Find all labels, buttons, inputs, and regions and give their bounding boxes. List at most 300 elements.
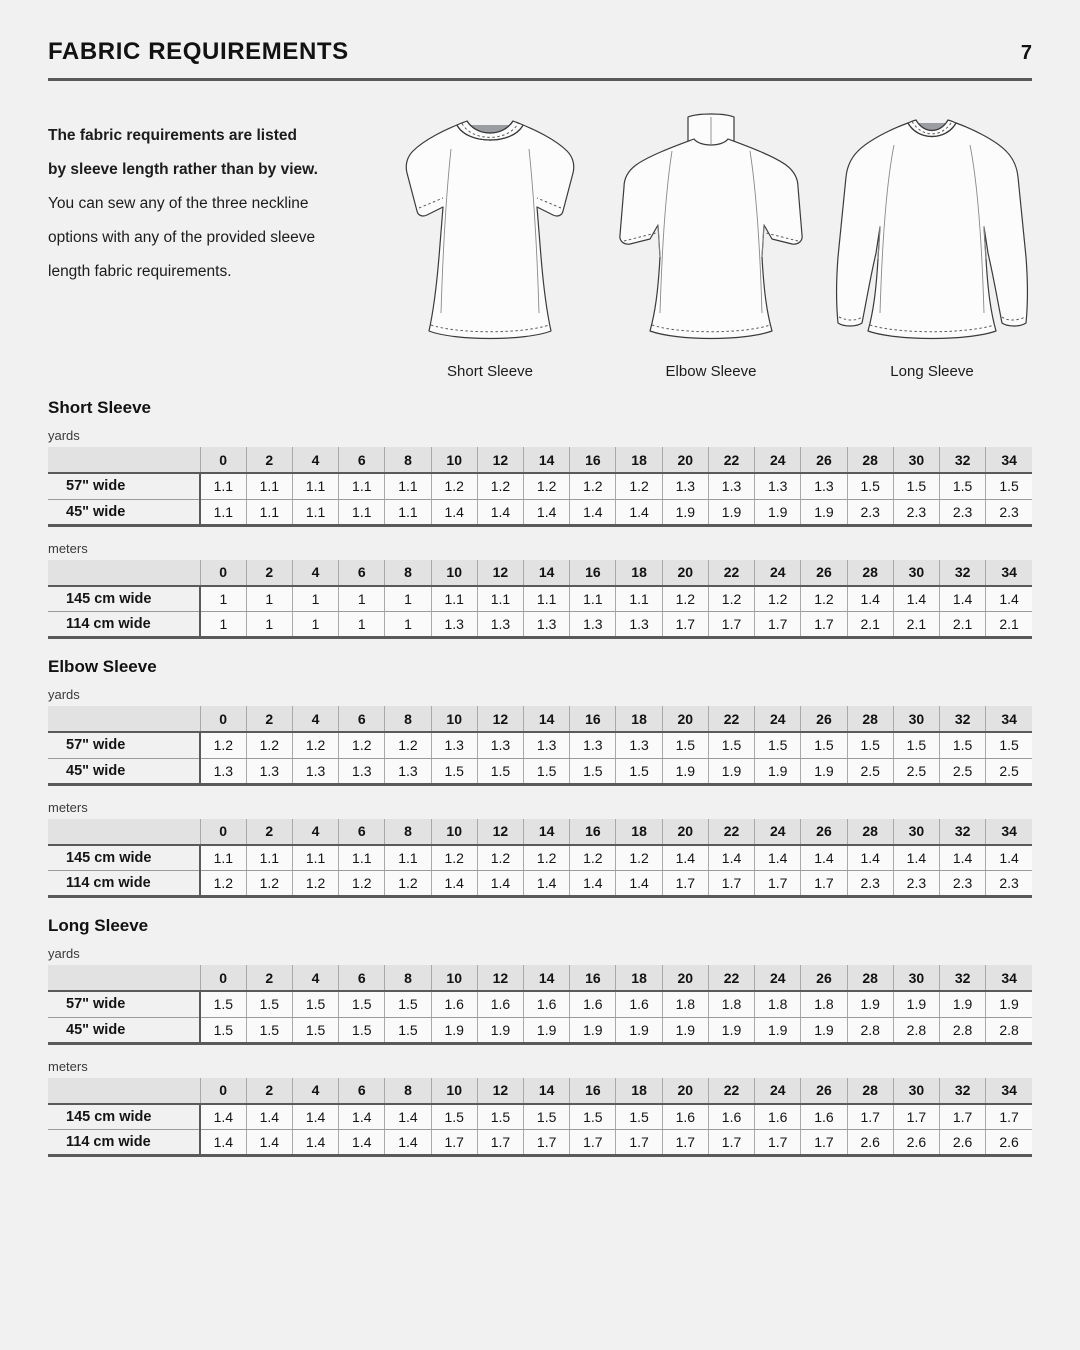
yardage-cell: 1.9 bbox=[940, 991, 986, 1017]
size-header-cell: 30 bbox=[893, 560, 939, 586]
yardage-cell: 2.1 bbox=[847, 612, 893, 638]
size-header-cell: 26 bbox=[801, 819, 847, 845]
intro-row bbox=[48, 107, 1032, 380]
yardage-cell: 1 bbox=[385, 586, 431, 612]
size-header-cell: 24 bbox=[755, 560, 801, 586]
size-header-cell: 16 bbox=[570, 819, 616, 845]
yardage-cell: 1.3 bbox=[292, 758, 338, 784]
size-header-cell: 2 bbox=[246, 819, 292, 845]
yardage-cell: 1.1 bbox=[246, 473, 292, 499]
yardage-cell: 1.3 bbox=[477, 612, 523, 638]
sleeve-section bbox=[48, 398, 1032, 639]
yardage-cell: 1.7 bbox=[570, 1130, 616, 1156]
yardage-cell: 1.5 bbox=[246, 1017, 292, 1043]
size-header-cell: 24 bbox=[755, 447, 801, 473]
yardage-cell: 1.4 bbox=[339, 1104, 385, 1130]
yardage-cell: 1.9 bbox=[570, 1017, 616, 1043]
yardage-cell: 1.9 bbox=[986, 991, 1032, 1017]
yardage-cell: 1.2 bbox=[616, 845, 662, 871]
yardage-cell: 1.2 bbox=[477, 473, 523, 499]
figure-caption-long-sleeve: Long Sleeve bbox=[890, 363, 974, 380]
yardage-cell: 1.2 bbox=[431, 473, 477, 499]
size-header-cell: 8 bbox=[385, 447, 431, 473]
yardage-cell: 1.6 bbox=[570, 991, 616, 1017]
table-block-meters bbox=[48, 541, 1032, 640]
yardage-cell: 1.9 bbox=[477, 1017, 523, 1043]
yardage-cell: 1.5 bbox=[292, 1017, 338, 1043]
size-header-cell: 22 bbox=[708, 560, 754, 586]
size-header-cell: 16 bbox=[570, 1078, 616, 1104]
figure-elbow-sleeve bbox=[611, 107, 811, 380]
fabric-requirement-table bbox=[48, 560, 1032, 640]
yardage-cell: 1.2 bbox=[616, 473, 662, 499]
size-header-cell: 34 bbox=[986, 965, 1032, 991]
unit-label: yards bbox=[48, 428, 80, 443]
yardage-cell: 1.3 bbox=[755, 473, 801, 499]
yardage-cell: 1.6 bbox=[662, 1104, 708, 1130]
yardage-cell: 1.2 bbox=[292, 732, 338, 758]
yardage-cell: 1.4 bbox=[893, 586, 939, 612]
size-header-cell: 4 bbox=[292, 819, 338, 845]
yardage-cell: 1.3 bbox=[801, 473, 847, 499]
yardage-cell: 1.3 bbox=[708, 473, 754, 499]
size-header-cell: 20 bbox=[662, 706, 708, 732]
yardage-cell: 1.5 bbox=[847, 732, 893, 758]
fabric-width-label: 145 cm wide bbox=[48, 1104, 200, 1130]
yardage-cell: 1.5 bbox=[292, 991, 338, 1017]
unit-label: meters bbox=[48, 1058, 88, 1074]
table-header-row bbox=[48, 706, 1032, 732]
table-row bbox=[48, 473, 1032, 499]
size-header-cell: 20 bbox=[662, 965, 708, 991]
yardage-cell: 1.7 bbox=[801, 871, 847, 897]
yardage-cell: 1.1 bbox=[339, 845, 385, 871]
fabric-width-label: 57" wide bbox=[48, 732, 200, 758]
table-row bbox=[48, 1017, 1032, 1043]
size-header-cell: 18 bbox=[616, 560, 662, 586]
size-header-cell: 28 bbox=[847, 447, 893, 473]
size-header-cell: 4 bbox=[292, 706, 338, 732]
yardage-cell: 1.3 bbox=[477, 732, 523, 758]
yardage-cell: 1.7 bbox=[431, 1130, 477, 1156]
yardage-cell: 1.9 bbox=[801, 758, 847, 784]
fabric-requirement-table bbox=[48, 447, 1032, 527]
yardage-cell: 1.5 bbox=[431, 1104, 477, 1130]
yardage-cell: 1.7 bbox=[755, 612, 801, 638]
size-header-cell: 6 bbox=[339, 706, 385, 732]
yardage-cell: 1.4 bbox=[431, 499, 477, 525]
fabric-requirement-table bbox=[48, 706, 1032, 786]
yardage-cell: 1.4 bbox=[246, 1104, 292, 1130]
table-row bbox=[48, 612, 1032, 638]
yardage-cell: 1.4 bbox=[385, 1130, 431, 1156]
table-block-yards bbox=[48, 428, 1032, 527]
yardage-cell: 2.5 bbox=[940, 758, 986, 784]
yardage-cell: 1.4 bbox=[940, 586, 986, 612]
yardage-cell: 1.7 bbox=[708, 612, 754, 638]
yardage-cell: 2.3 bbox=[940, 871, 986, 897]
yardage-cell: 1.5 bbox=[477, 758, 523, 784]
yardage-cell: 1.2 bbox=[339, 871, 385, 897]
yardage-cell: 2.3 bbox=[847, 499, 893, 525]
unit-label: meters bbox=[48, 799, 88, 815]
size-header-cell: 0 bbox=[200, 447, 246, 473]
size-header-cell: 2 bbox=[246, 965, 292, 991]
size-header-cell: 12 bbox=[477, 706, 523, 732]
yardage-cell: 1.6 bbox=[708, 1104, 754, 1130]
size-header-cell: 28 bbox=[847, 560, 893, 586]
size-header-cell: 12 bbox=[477, 965, 523, 991]
yardage-cell: 2.3 bbox=[940, 499, 986, 525]
size-header-cell: 6 bbox=[339, 819, 385, 845]
table-corner-cell bbox=[48, 965, 200, 991]
size-header-cell: 34 bbox=[986, 447, 1032, 473]
size-header-cell: 20 bbox=[662, 447, 708, 473]
yardage-cell: 1.6 bbox=[616, 991, 662, 1017]
size-header-cell: 4 bbox=[292, 447, 338, 473]
yardage-cell: 1.1 bbox=[385, 473, 431, 499]
page-title: FABRIC REQUIREMENTS bbox=[48, 38, 349, 65]
yardage-cell: 2.6 bbox=[847, 1130, 893, 1156]
yardage-cell: 1.9 bbox=[847, 991, 893, 1017]
yardage-cell: 1.3 bbox=[385, 758, 431, 784]
yardage-cell: 1.4 bbox=[385, 1104, 431, 1130]
size-header-cell: 26 bbox=[801, 1078, 847, 1104]
size-header-cell: 16 bbox=[570, 965, 616, 991]
yardage-cell: 1.3 bbox=[616, 732, 662, 758]
fabric-width-label: 45" wide bbox=[48, 499, 200, 525]
yardage-cell: 1.2 bbox=[477, 845, 523, 871]
size-header-cell: 30 bbox=[893, 706, 939, 732]
size-header-cell: 2 bbox=[246, 706, 292, 732]
yardage-cell: 1.4 bbox=[940, 845, 986, 871]
size-header-cell: 26 bbox=[801, 965, 847, 991]
yardage-cell: 1.9 bbox=[801, 499, 847, 525]
yardage-cell: 1.9 bbox=[893, 991, 939, 1017]
yardage-cell: 2.8 bbox=[893, 1017, 939, 1043]
yardage-cell: 2.5 bbox=[986, 758, 1032, 784]
yardage-cell: 2.5 bbox=[893, 758, 939, 784]
yardage-cell: 1.5 bbox=[755, 732, 801, 758]
size-header-cell: 26 bbox=[801, 706, 847, 732]
size-header-cell: 26 bbox=[801, 560, 847, 586]
size-header-cell: 18 bbox=[616, 1078, 662, 1104]
yardage-cell: 1 bbox=[200, 612, 246, 638]
yardage-cell: 2.3 bbox=[893, 499, 939, 525]
yardage-cell: 1.3 bbox=[431, 732, 477, 758]
fabric-width-label: 45" wide bbox=[48, 758, 200, 784]
yardage-cell: 1.5 bbox=[893, 732, 939, 758]
yardage-cell: 1.9 bbox=[431, 1017, 477, 1043]
size-header-cell: 32 bbox=[940, 819, 986, 845]
size-header-cell: 2 bbox=[246, 447, 292, 473]
size-header-cell: 20 bbox=[662, 1078, 708, 1104]
size-header-cell: 18 bbox=[616, 447, 662, 473]
yardage-cell: 1 bbox=[339, 612, 385, 638]
yardage-cell: 1.2 bbox=[708, 586, 754, 612]
yardage-cell: 1 bbox=[292, 612, 338, 638]
yardage-cell: 1.3 bbox=[662, 473, 708, 499]
size-header-cell: 20 bbox=[662, 560, 708, 586]
size-header-cell: 12 bbox=[477, 560, 523, 586]
fabric-width-label: 45" wide bbox=[48, 1017, 200, 1043]
yardage-cell: 1.3 bbox=[339, 758, 385, 784]
yardage-cell: 1.2 bbox=[246, 871, 292, 897]
yardage-cell: 1.1 bbox=[385, 499, 431, 525]
yardage-cell: 1 bbox=[200, 586, 246, 612]
yardage-cell: 1.8 bbox=[708, 991, 754, 1017]
section-title: Long Sleeve bbox=[48, 916, 149, 935]
fabric-width-label: 114 cm wide bbox=[48, 871, 200, 897]
yardage-cell: 1.6 bbox=[524, 991, 570, 1017]
size-header-cell: 0 bbox=[200, 560, 246, 586]
yardage-cell: 1.9 bbox=[708, 1017, 754, 1043]
figure-short-sleeve bbox=[390, 107, 590, 380]
yardage-cell: 1.4 bbox=[570, 499, 616, 525]
figure-caption-elbow-sleeve: Elbow Sleeve bbox=[665, 363, 757, 380]
size-header-cell: 26 bbox=[801, 447, 847, 473]
size-header-cell: 8 bbox=[385, 1078, 431, 1104]
yardage-cell: 1.8 bbox=[662, 991, 708, 1017]
section-title: Short Sleeve bbox=[48, 398, 151, 417]
table-header-row bbox=[48, 1078, 1032, 1104]
yardage-cell: 2.1 bbox=[940, 612, 986, 638]
yardage-cell: 1.7 bbox=[524, 1130, 570, 1156]
yardage-cell: 1.9 bbox=[755, 758, 801, 784]
table-corner-cell bbox=[48, 706, 200, 732]
yardage-cell: 1.4 bbox=[477, 871, 523, 897]
yardage-cell: 1.2 bbox=[570, 473, 616, 499]
size-header-cell: 16 bbox=[570, 706, 616, 732]
yardage-cell: 2.6 bbox=[940, 1130, 986, 1156]
yardage-cell: 1.5 bbox=[986, 473, 1032, 499]
yardage-cell: 2.3 bbox=[893, 871, 939, 897]
yardage-cell: 1.3 bbox=[431, 612, 477, 638]
section-title: Elbow Sleeve bbox=[48, 657, 157, 676]
size-header-cell: 2 bbox=[246, 560, 292, 586]
yardage-cell: 1.5 bbox=[200, 991, 246, 1017]
sleeve-section bbox=[48, 916, 1032, 1157]
yardage-cell: 1.9 bbox=[616, 1017, 662, 1043]
yardage-cell: 1 bbox=[292, 586, 338, 612]
table-block-meters bbox=[48, 800, 1032, 899]
yardage-cell: 1.7 bbox=[708, 871, 754, 897]
size-header-cell: 34 bbox=[986, 1078, 1032, 1104]
yardage-cell: 1.5 bbox=[385, 1017, 431, 1043]
size-header-cell: 22 bbox=[708, 706, 754, 732]
yardage-cell: 1.7 bbox=[662, 1130, 708, 1156]
size-header-cell: 10 bbox=[431, 560, 477, 586]
yardage-cell: 1.2 bbox=[200, 732, 246, 758]
yardage-cell: 1.4 bbox=[292, 1130, 338, 1156]
table-header-row bbox=[48, 965, 1032, 991]
yardage-cell: 1.1 bbox=[246, 845, 292, 871]
size-header-cell: 8 bbox=[385, 965, 431, 991]
size-header-cell: 28 bbox=[847, 1078, 893, 1104]
table-row bbox=[48, 732, 1032, 758]
yardage-cell: 1.4 bbox=[524, 871, 570, 897]
elbow-sleeve-shirt-icon bbox=[616, 107, 806, 357]
yardage-cell: 1.4 bbox=[431, 871, 477, 897]
size-header-cell: 30 bbox=[893, 965, 939, 991]
yardage-cell: 1.4 bbox=[524, 499, 570, 525]
yardage-cell: 1.6 bbox=[755, 1104, 801, 1130]
size-header-cell: 6 bbox=[339, 1078, 385, 1104]
yardage-cell: 1.7 bbox=[755, 1130, 801, 1156]
yardage-cell: 1.4 bbox=[570, 871, 616, 897]
figure-caption-short-sleeve: Short Sleeve bbox=[447, 363, 533, 380]
yardage-cell: 1.5 bbox=[339, 991, 385, 1017]
yardage-cell: 1.4 bbox=[847, 845, 893, 871]
table-corner-cell bbox=[48, 1078, 200, 1104]
yardage-cell: 1.8 bbox=[755, 991, 801, 1017]
size-header-cell: 12 bbox=[477, 819, 523, 845]
yardage-cell: 2.8 bbox=[986, 1017, 1032, 1043]
yardage-cell: 1.3 bbox=[570, 612, 616, 638]
yardage-cell: 1.5 bbox=[940, 732, 986, 758]
yardage-cell: 1.5 bbox=[477, 1104, 523, 1130]
size-header-cell: 0 bbox=[200, 706, 246, 732]
yardage-cell: 1.1 bbox=[385, 845, 431, 871]
size-header-cell: 18 bbox=[616, 819, 662, 845]
yardage-cell: 1.9 bbox=[662, 758, 708, 784]
intro-lead-line-2: by sleeve length rather than by view. bbox=[48, 161, 318, 178]
yardage-cell: 1.7 bbox=[662, 612, 708, 638]
yardage-cell: 1.4 bbox=[708, 845, 754, 871]
size-header-cell: 32 bbox=[940, 706, 986, 732]
size-header-cell: 24 bbox=[755, 819, 801, 845]
yardage-cell: 1.5 bbox=[893, 473, 939, 499]
yardage-cell: 1.4 bbox=[200, 1104, 246, 1130]
fabric-width-label: 114 cm wide bbox=[48, 1130, 200, 1156]
table-block-meters bbox=[48, 1059, 1032, 1158]
size-header-cell: 16 bbox=[570, 447, 616, 473]
fabric-width-label: 57" wide bbox=[48, 473, 200, 499]
table-row bbox=[48, 871, 1032, 897]
yardage-cell: 1.7 bbox=[986, 1104, 1032, 1130]
size-header-cell: 14 bbox=[524, 447, 570, 473]
unit-label: yards bbox=[48, 687, 80, 702]
yardage-cell: 1.5 bbox=[246, 991, 292, 1017]
size-header-cell: 0 bbox=[200, 965, 246, 991]
yardage-cell: 1.5 bbox=[616, 758, 662, 784]
table-row bbox=[48, 758, 1032, 784]
yardage-cell: 1.9 bbox=[708, 758, 754, 784]
size-header-cell: 24 bbox=[755, 965, 801, 991]
garment-illustrations bbox=[378, 107, 1032, 380]
yardage-cell: 1.2 bbox=[385, 871, 431, 897]
table-corner-cell bbox=[48, 560, 200, 586]
yardage-cell: 1.4 bbox=[292, 1104, 338, 1130]
yardage-cell: 1.9 bbox=[755, 499, 801, 525]
yardage-cell: 2.8 bbox=[940, 1017, 986, 1043]
fabric-width-label: 145 cm wide bbox=[48, 586, 200, 612]
yardage-cell: 1.5 bbox=[940, 473, 986, 499]
table-block-yards bbox=[48, 687, 1032, 786]
yardage-cell: 1.1 bbox=[339, 499, 385, 525]
size-header-cell: 22 bbox=[708, 447, 754, 473]
yardage-cell: 1.9 bbox=[524, 1017, 570, 1043]
size-header-cell: 0 bbox=[200, 1078, 246, 1104]
yardage-cell: 2.1 bbox=[986, 612, 1032, 638]
size-header-cell: 28 bbox=[847, 819, 893, 845]
yardage-cell: 1.3 bbox=[616, 612, 662, 638]
yardage-cell: 1.9 bbox=[755, 1017, 801, 1043]
size-header-cell: 24 bbox=[755, 706, 801, 732]
size-header-cell: 28 bbox=[847, 965, 893, 991]
intro-body-line-1: You can sew any of the three neckline bbox=[48, 195, 309, 212]
yardage-cell: 1.1 bbox=[200, 473, 246, 499]
size-header-cell: 0 bbox=[200, 819, 246, 845]
table-header-row bbox=[48, 819, 1032, 845]
page-number: 7 bbox=[1020, 42, 1032, 64]
yardage-cell: 1.9 bbox=[662, 499, 708, 525]
yardage-cell: 1.6 bbox=[431, 991, 477, 1017]
yardage-cell: 1.1 bbox=[570, 586, 616, 612]
fabric-width-label: 145 cm wide bbox=[48, 845, 200, 871]
yardage-cell: 2.6 bbox=[986, 1130, 1032, 1156]
yardage-cell: 1.4 bbox=[986, 845, 1032, 871]
yardage-cell: 1.7 bbox=[477, 1130, 523, 1156]
yardage-cell: 1.4 bbox=[339, 1130, 385, 1156]
document-header bbox=[48, 0, 1032, 66]
yardage-cell: 1.1 bbox=[292, 845, 338, 871]
fabric-width-label: 114 cm wide bbox=[48, 612, 200, 638]
yardage-cell: 1.5 bbox=[431, 758, 477, 784]
yardage-cell: 1.5 bbox=[524, 1104, 570, 1130]
size-header-cell: 2 bbox=[246, 1078, 292, 1104]
fabric-requirement-table bbox=[48, 965, 1032, 1045]
size-header-cell: 30 bbox=[893, 1078, 939, 1104]
yardage-cell: 1.6 bbox=[477, 991, 523, 1017]
table-row bbox=[48, 845, 1032, 871]
size-header-cell: 8 bbox=[385, 560, 431, 586]
yardage-cell: 1.5 bbox=[662, 732, 708, 758]
size-header-cell: 10 bbox=[431, 706, 477, 732]
size-header-cell: 10 bbox=[431, 1078, 477, 1104]
fabric-width-label: 57" wide bbox=[48, 991, 200, 1017]
yardage-cell: 1.9 bbox=[801, 1017, 847, 1043]
yardage-cell: 1.3 bbox=[570, 732, 616, 758]
yardage-cell: 1.5 bbox=[708, 732, 754, 758]
yardage-cell: 1.7 bbox=[662, 871, 708, 897]
table-row bbox=[48, 586, 1032, 612]
table-corner-cell bbox=[48, 819, 200, 845]
yardage-cell: 1.5 bbox=[200, 1017, 246, 1043]
size-header-cell: 34 bbox=[986, 706, 1032, 732]
yardage-cell: 1.2 bbox=[431, 845, 477, 871]
yardage-cell: 1.4 bbox=[847, 586, 893, 612]
yardage-cell: 1.2 bbox=[570, 845, 616, 871]
yardage-cell: 1.4 bbox=[801, 845, 847, 871]
size-header-cell: 14 bbox=[524, 819, 570, 845]
intro-body-line-2: options with any of the provided sleeve bbox=[48, 229, 316, 246]
yardage-cell: 1.5 bbox=[524, 758, 570, 784]
size-header-cell: 10 bbox=[431, 965, 477, 991]
table-header-row bbox=[48, 447, 1032, 473]
header-divider bbox=[48, 78, 1032, 81]
table-block-yards bbox=[48, 946, 1032, 1045]
size-header-cell: 6 bbox=[339, 447, 385, 473]
fabric-requirement-table bbox=[48, 819, 1032, 899]
yardage-cell: 1 bbox=[339, 586, 385, 612]
yardage-cell: 1.2 bbox=[662, 586, 708, 612]
yardage-cell: 1.7 bbox=[847, 1104, 893, 1130]
yardage-cell: 1.5 bbox=[847, 473, 893, 499]
yardage-cell: 1.8 bbox=[801, 991, 847, 1017]
yardage-cell: 1.1 bbox=[616, 586, 662, 612]
yardage-cell: 1.4 bbox=[755, 845, 801, 871]
